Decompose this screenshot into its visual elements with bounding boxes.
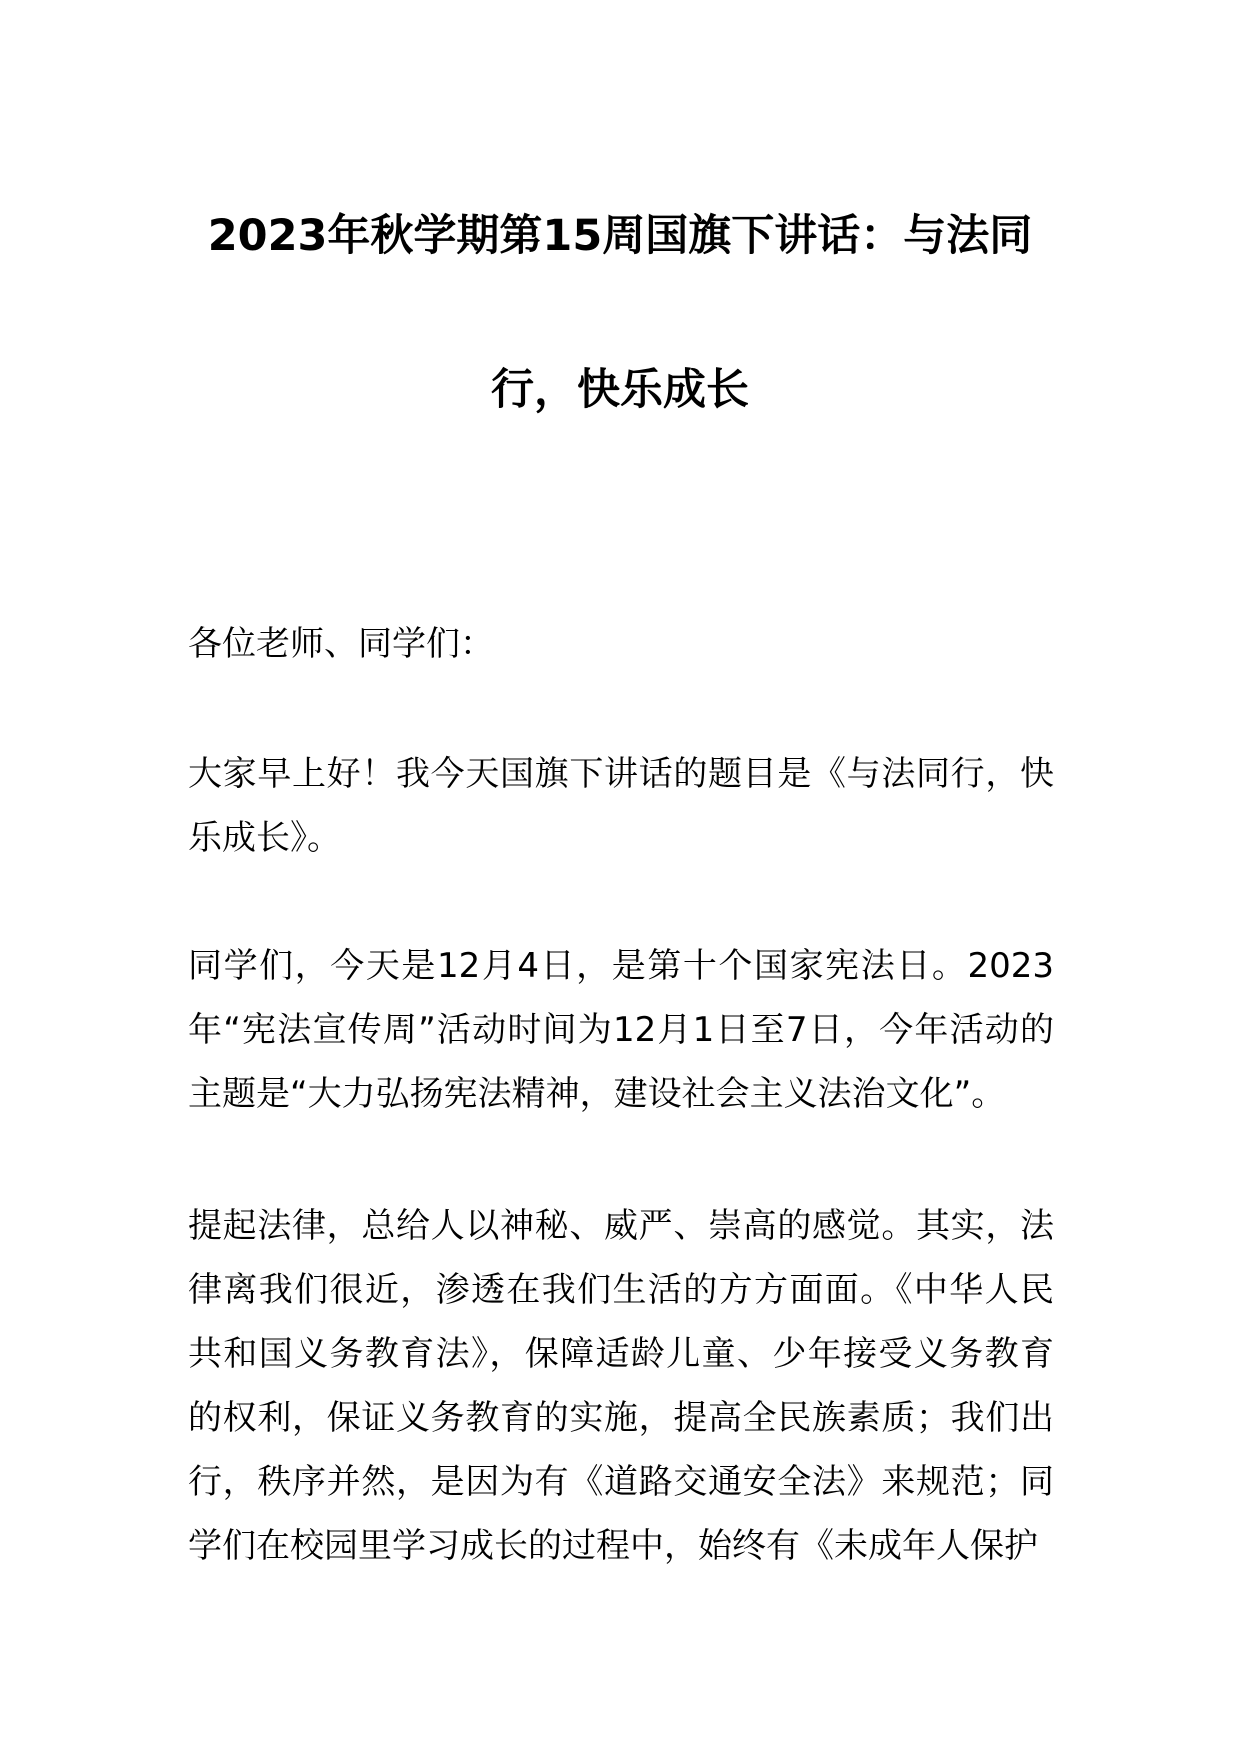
paragraph-2-text: 同学们，今天是12月4日，是第十个国家宪法日。2023年“宪法宣传周”活动时间为12月1日至7日，今年活动的主题是“大力弘扬宪法精神，建设社会主义法治文化”。 bbox=[188, 946, 1054, 1114]
paragraph-1-text: 大家早上好！我今天国旗下讲话的题目是《与法同行，快乐成长》。 bbox=[188, 754, 1054, 858]
greeting bbox=[188, 612, 1054, 676]
paragraph-1 bbox=[188, 742, 1054, 870]
greeting-text: 各位老师、同学们： bbox=[188, 624, 494, 664]
document-title-line-1: 2023年秋学期第15周国旗下讲话：与法同 bbox=[207, 211, 1033, 261]
document-title-line-2: 行，快乐成长 bbox=[491, 365, 749, 415]
paragraph-2 bbox=[188, 934, 1054, 1126]
paragraph-3 bbox=[188, 1194, 1054, 1578]
paragraph-3-text: 提起法律，总给人以神秘、威严、崇高的感觉。其实，法律离我们很近，渗透在我们生活的方方面面。《中华人民共和国义务教育法》，保障适龄儿童、少年接受义务教育的权利，保证义务教育的实施，提高全民族素质；我们出行，秩序并然，是因为有《道路交通安全法》来规范；同学们在校园里学习成长的过程中，始终有《未成年人保护 bbox=[188, 1206, 1054, 1566]
